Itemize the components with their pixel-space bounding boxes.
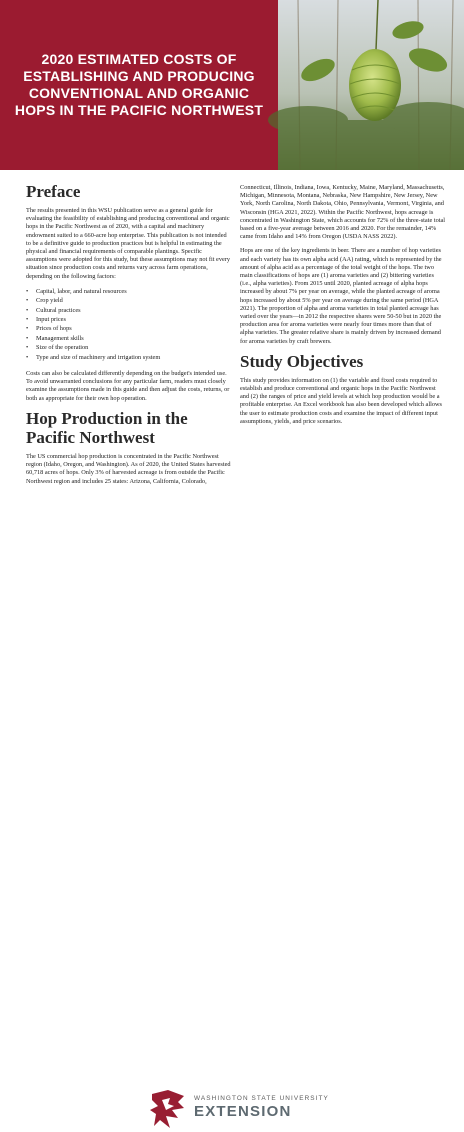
preface-paragraph-2: Costs can also be calculated differently depending on the budget's intended use. To avoid unwarranted conclusions for any particular farm, readers must closely examine the assumptions made in this guide and then adjust the costs, returns, or both as appropriate for their own hop operation. bbox=[26, 370, 230, 402]
list-item: • Crop yield bbox=[26, 296, 232, 305]
right-column bbox=[240, 184, 446, 432]
list-item: • Size of the operation bbox=[26, 343, 232, 352]
list-item: • Type and size of machinery and irrigation system bbox=[26, 353, 232, 362]
list-item: • Capital, labor, and natural resources bbox=[26, 287, 232, 296]
list-item: • Cultural practices bbox=[26, 306, 232, 315]
footer bbox=[0, 540, 464, 1120]
preface-paragraph-1: The results presented in this WSU publication serve as a general guide for evaluating the feasibility of establishing and producing conventional and organic hops in the Pacific Northwest as of 2020, with a capital and machinery endowment suited to a 660-acre hop enterprise. This publication is not intended to be a definitive guide to production practices but is helpful in estimating the physical and financial requirements of comparable plantings. Specific assumptions were adopted for this study, but these assumptions may not fit every situation since production costs and returns vary across farm operations, depending on the following factors: bbox=[26, 207, 231, 280]
document-title: 2020 ESTIMATED COSTS OF ESTABLISHING AND PRODUCING CONVENTIONAL AND ORGANIC HOPS IN THE PACIFIC NORTHWEST bbox=[14, 51, 264, 118]
list-item: • Prices of hops bbox=[26, 324, 232, 333]
hop-production-paragraph-1-continued: Connecticut, Illinois, Indiana, Iowa, Kentucky, Maine, Maryland, Massachusetts, Michigan, Minnesota, Montana, Nebraska, New Hampshire, New Jersey, New York, North Carolina, North Dakota, Ohio, Pennsylvania, Vermont, Virginia, and Wisconsin (HGA 2021, 2022). Within the Pacific Northwest, hops acreage is concentrated in Washington State, which accounts for 72% of the three-state total based on a five-year average between 2016 and 2020. For the remainder, 14% came from Idaho and 14% from Oregon (USDA NASS 2022). bbox=[240, 184, 446, 241]
preface-heading: Preface bbox=[26, 182, 81, 201]
extension-label: EXTENSION bbox=[194, 1103, 292, 1120]
hop-production-heading: Hop Production in the Pacific Northwest bbox=[26, 408, 188, 447]
list-item: • Management skills bbox=[26, 334, 232, 343]
factors-list bbox=[26, 287, 232, 362]
study-objectives-paragraph: This study provides information on (1) the variable and fixed costs required to establish and produce conventional and organic hops in the Pacific Northwest and (2) the ranges of price and yield levels at which hop production would be a profitable enterprise. An Excel workbook has also been developed which allows the user to estimate production costs and examine the impact of different input assumptions, yields, and price scenarios. bbox=[240, 376, 442, 425]
title-panel bbox=[0, 0, 278, 170]
wsu-cougar-logo bbox=[148, 1088, 188, 1132]
hop-cone-image bbox=[278, 0, 464, 170]
university-name: WASHINGTON STATE UNIVERSITY bbox=[194, 1095, 329, 1102]
wsu-wordmark bbox=[194, 1094, 329, 1121]
hop-production-paragraph-2: Hops are one of the key ingredients in beer. There are a number of hop varieties and each variety has its own alpha acid (AA) rating, which is represented by the amount of alpha acid as a percentage of the total weight of the hops. The two main classifications of hops are (1) aroma varieties and (2) bittering varieties (i.e., alpha varieties). From 2015 until 2020, planted acreage of alpha hops increased by about 7% per year on average, while the planted acreage of aroma hops increased by about 5% per year on average during the same period (HGA 2021). The proportion of alpha and aroma varieties in total planted acreage has varied over the years—in 2012 the respective shares were 50-50 but in 2020 the production area for aroma varieties were nearly four times more than that of alpha varieties. The greater relative share is mainly driven by increased demand for aroma varieties by craft brewers. bbox=[240, 247, 442, 345]
left-column bbox=[26, 178, 232, 492]
study-objectives-heading: Study Objectives bbox=[240, 351, 364, 371]
list-item: • Input prices bbox=[26, 315, 232, 324]
title-banner bbox=[0, 0, 464, 170]
hop-production-paragraph-1: The US commercial hop production is concentrated in the Pacific Northwest region (Idaho, Oregon, and Washington). As of 2020, the United States harvested 60,718 acres of hops. Only 3% of harvested acreage is from outside the Pacific Northwest region and includes 25 states: Arizona, California, Colorado, bbox=[26, 452, 231, 485]
hop-photo bbox=[278, 0, 464, 170]
